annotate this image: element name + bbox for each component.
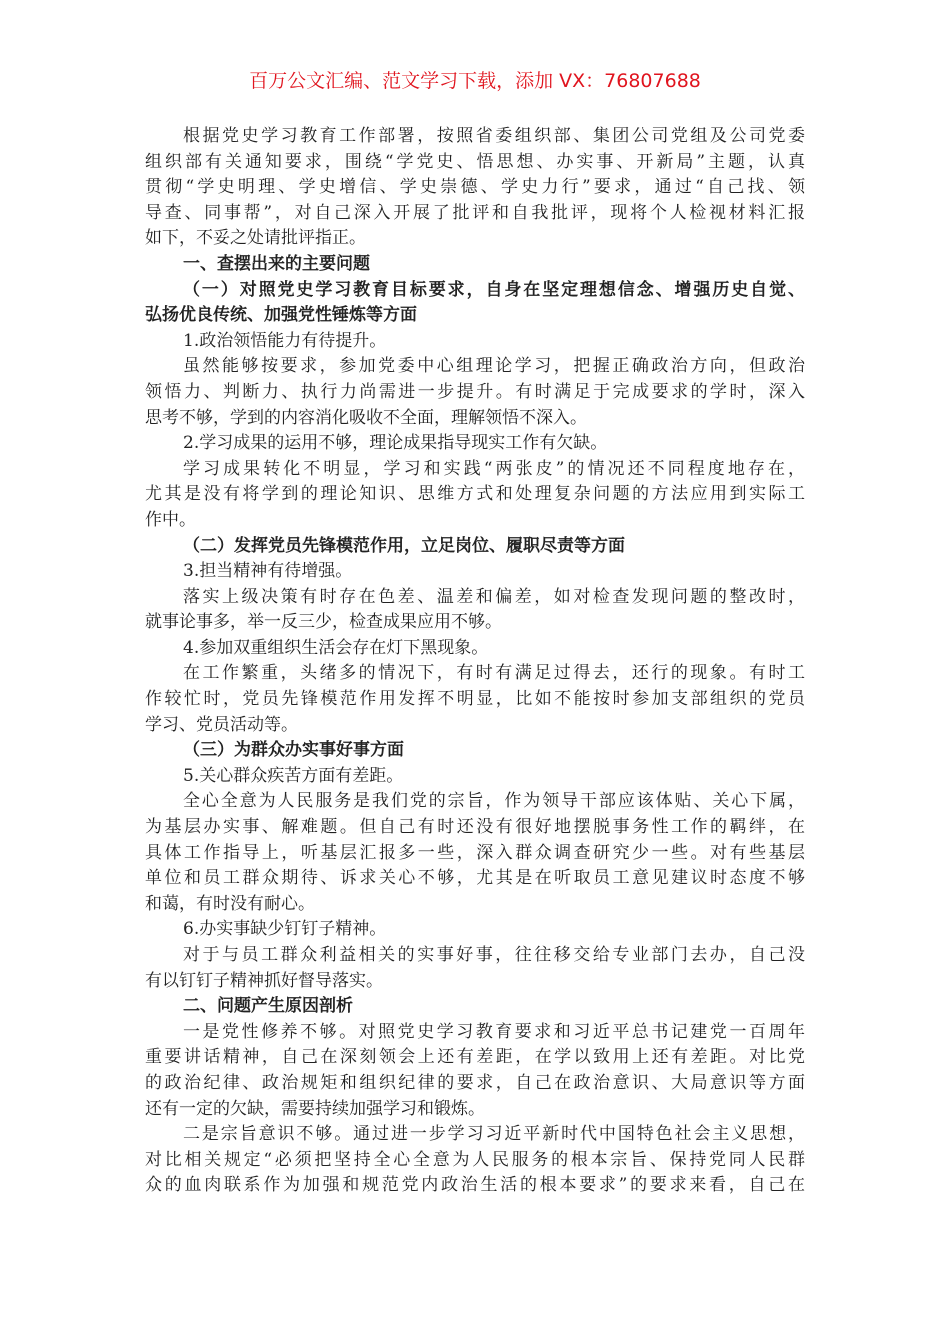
text-line: 具体工作指导上，听基层汇报多一些，深入群众调查研究少一些。对有些基层 — [145, 842, 805, 863]
text-line: 在工作繁重，头绪多的情况下，有时有满足过得去，还行的现象。有时工 — [183, 663, 805, 684]
text-line: 虽然能够按要求，参加党委中心组理论学习，把握正确政治方向，但政治 — [183, 356, 805, 377]
text-line: 1.政治领悟能力有待提升。 — [183, 330, 387, 351]
section-heading — [145, 738, 805, 764]
text-line: 2.学习成果的运用不够，理论成果指导现实工作有欠缺。 — [183, 433, 608, 454]
text-line: 一、查摆出来的主要问题 — [183, 253, 370, 274]
text-line: 5.关心群众疾苦方面有差距。 — [183, 765, 404, 786]
document-body — [145, 124, 805, 1199]
text-line: 作中。 — [145, 509, 196, 530]
text-line: 对比相关规定“必须把坚持全心全意为人民服务的根本宗旨、保持党同人民群 — [145, 1149, 805, 1170]
paragraph — [145, 354, 805, 431]
text-line: 为基层办实事、解难题。但自己有时还没有很好地摆脱事务性工作的羁绊，在 — [145, 817, 805, 838]
text-line: 全心全意为人民服务是我们党的宗旨，作为领导干部应该体贴、关心下属， — [183, 791, 805, 812]
paragraph — [145, 661, 805, 738]
download-banner: 百万公文汇编、范文学习下载，添加 VX：76807688 — [249, 70, 701, 92]
text-line: 根据党史学习教育工作部署，按照省委组织部、集团公司党组及公司党委 — [183, 126, 805, 146]
text-line: 和蔼，有时没有耐心。 — [145, 893, 315, 914]
text-line: 落实上级决策有时存在色差、温差和偏差，如对检查发现问题的整改时， — [183, 586, 805, 607]
paragraph — [145, 559, 805, 585]
text-line: 作较忙时，党员先锋模范作用发挥不明显，比如不能按时参加支部组织的党员 — [145, 689, 805, 710]
text-line: 组织部有关通知要求，围绕“学党史、悟思想、办实事、开新局”主题，认真 — [145, 151, 805, 172]
paragraph — [145, 457, 805, 534]
paragraph — [145, 1020, 805, 1122]
text-line: 还有一定的欠缺，需要持续加强学习和锻炼。 — [145, 1098, 485, 1119]
text-line: 4.参加双重组织生活会存在灯下黑现象。 — [183, 637, 489, 658]
section-heading — [145, 534, 805, 560]
text-line: 领悟力、判断力、执行力尚需进一步提升。有时满足于完成要求的学时，深入 — [145, 381, 805, 402]
text-line: 众的血肉联系作为加强和规范党内政治生活的根本要求”的要求来看，自己在 — [145, 1175, 805, 1196]
text-line: 弘扬优良传统、加强党性锤炼等方面 — [145, 305, 417, 326]
text-line: 重要讲话精神，自己在深刻领会上还有差距，在学以致用上还有差距。对比党 — [145, 1047, 805, 1068]
text-line: 对于与员工群众利益相关的实事好事，往往移交给专业部门去办，自己没 — [183, 945, 805, 965]
text-line: 3.担当精神有待增强。 — [183, 561, 353, 582]
text-line: 的政治纪律、政治规矩和组织纪律的要求，自己在政治意识、大局意识等方面 — [145, 1072, 805, 1093]
text-line: 贯彻“学史明理、学史增信、学史崇德、学史力行”要求，通过“自己找、领 — [145, 177, 805, 198]
text-line: 学习成果转化不明显，学习和实践“两张皮”的情况还不同程度地存在， — [183, 458, 805, 479]
paragraph — [145, 917, 805, 943]
section-heading — [145, 278, 805, 329]
section-heading — [145, 252, 805, 278]
paragraph — [145, 585, 805, 636]
text-line: 就事论事多，举一反三少，检查成果应用不够。 — [145, 612, 502, 633]
text-line: 一是党性修养不够。对照党史学习教育要求和习近平总书记建党一百周年 — [183, 1021, 805, 1042]
text-line: 导查、同事帮”，对自己深入开展了批评和自我批评，现将个人检视材料汇报 — [145, 202, 805, 223]
text-line: （三）为群众办实事好事方面 — [183, 740, 404, 761]
paragraph — [145, 431, 805, 457]
section-heading — [145, 994, 805, 1020]
text-line: 6.办实事缺少钉钉子精神。 — [183, 919, 387, 940]
paragraph — [145, 636, 805, 662]
text-line: 思考不够，学到的内容消化吸收不全面，理解领悟不深入。 — [145, 407, 587, 428]
paragraph — [145, 329, 805, 355]
text-line: 单位和员工群众期待、诉求关心不够，尤其是在听取员工意见建议时态度不够 — [145, 868, 805, 889]
text-line: 尤其是没有将学到的理论知识、思维方式和处理复杂问题的方法应用到实际工 — [145, 484, 805, 505]
paragraph — [145, 124, 805, 252]
text-line: 有以钉钉子精神抓好督导落实。 — [145, 970, 383, 991]
text-line: 如下，不妥之处请批评指正。 — [145, 228, 366, 249]
paragraph — [145, 1122, 805, 1199]
text-line: 二、问题产生原因剖析 — [183, 996, 353, 1017]
text-line: 学习、党员活动等。 — [145, 714, 298, 735]
text-line: （一）对照党史学习教育目标要求，自身在坚定理想信念、增强历史自觉、 — [183, 279, 805, 300]
paragraph — [145, 789, 805, 917]
paragraph — [145, 943, 805, 994]
text-line: （二）发挥党员先锋模范作用，立足岗位、履职尽责等方面 — [183, 535, 625, 556]
paragraph — [145, 764, 805, 790]
text-line: 二是宗旨意识不够。通过进一步学习习近平新时代中国特色社会主义思想， — [183, 1124, 805, 1145]
